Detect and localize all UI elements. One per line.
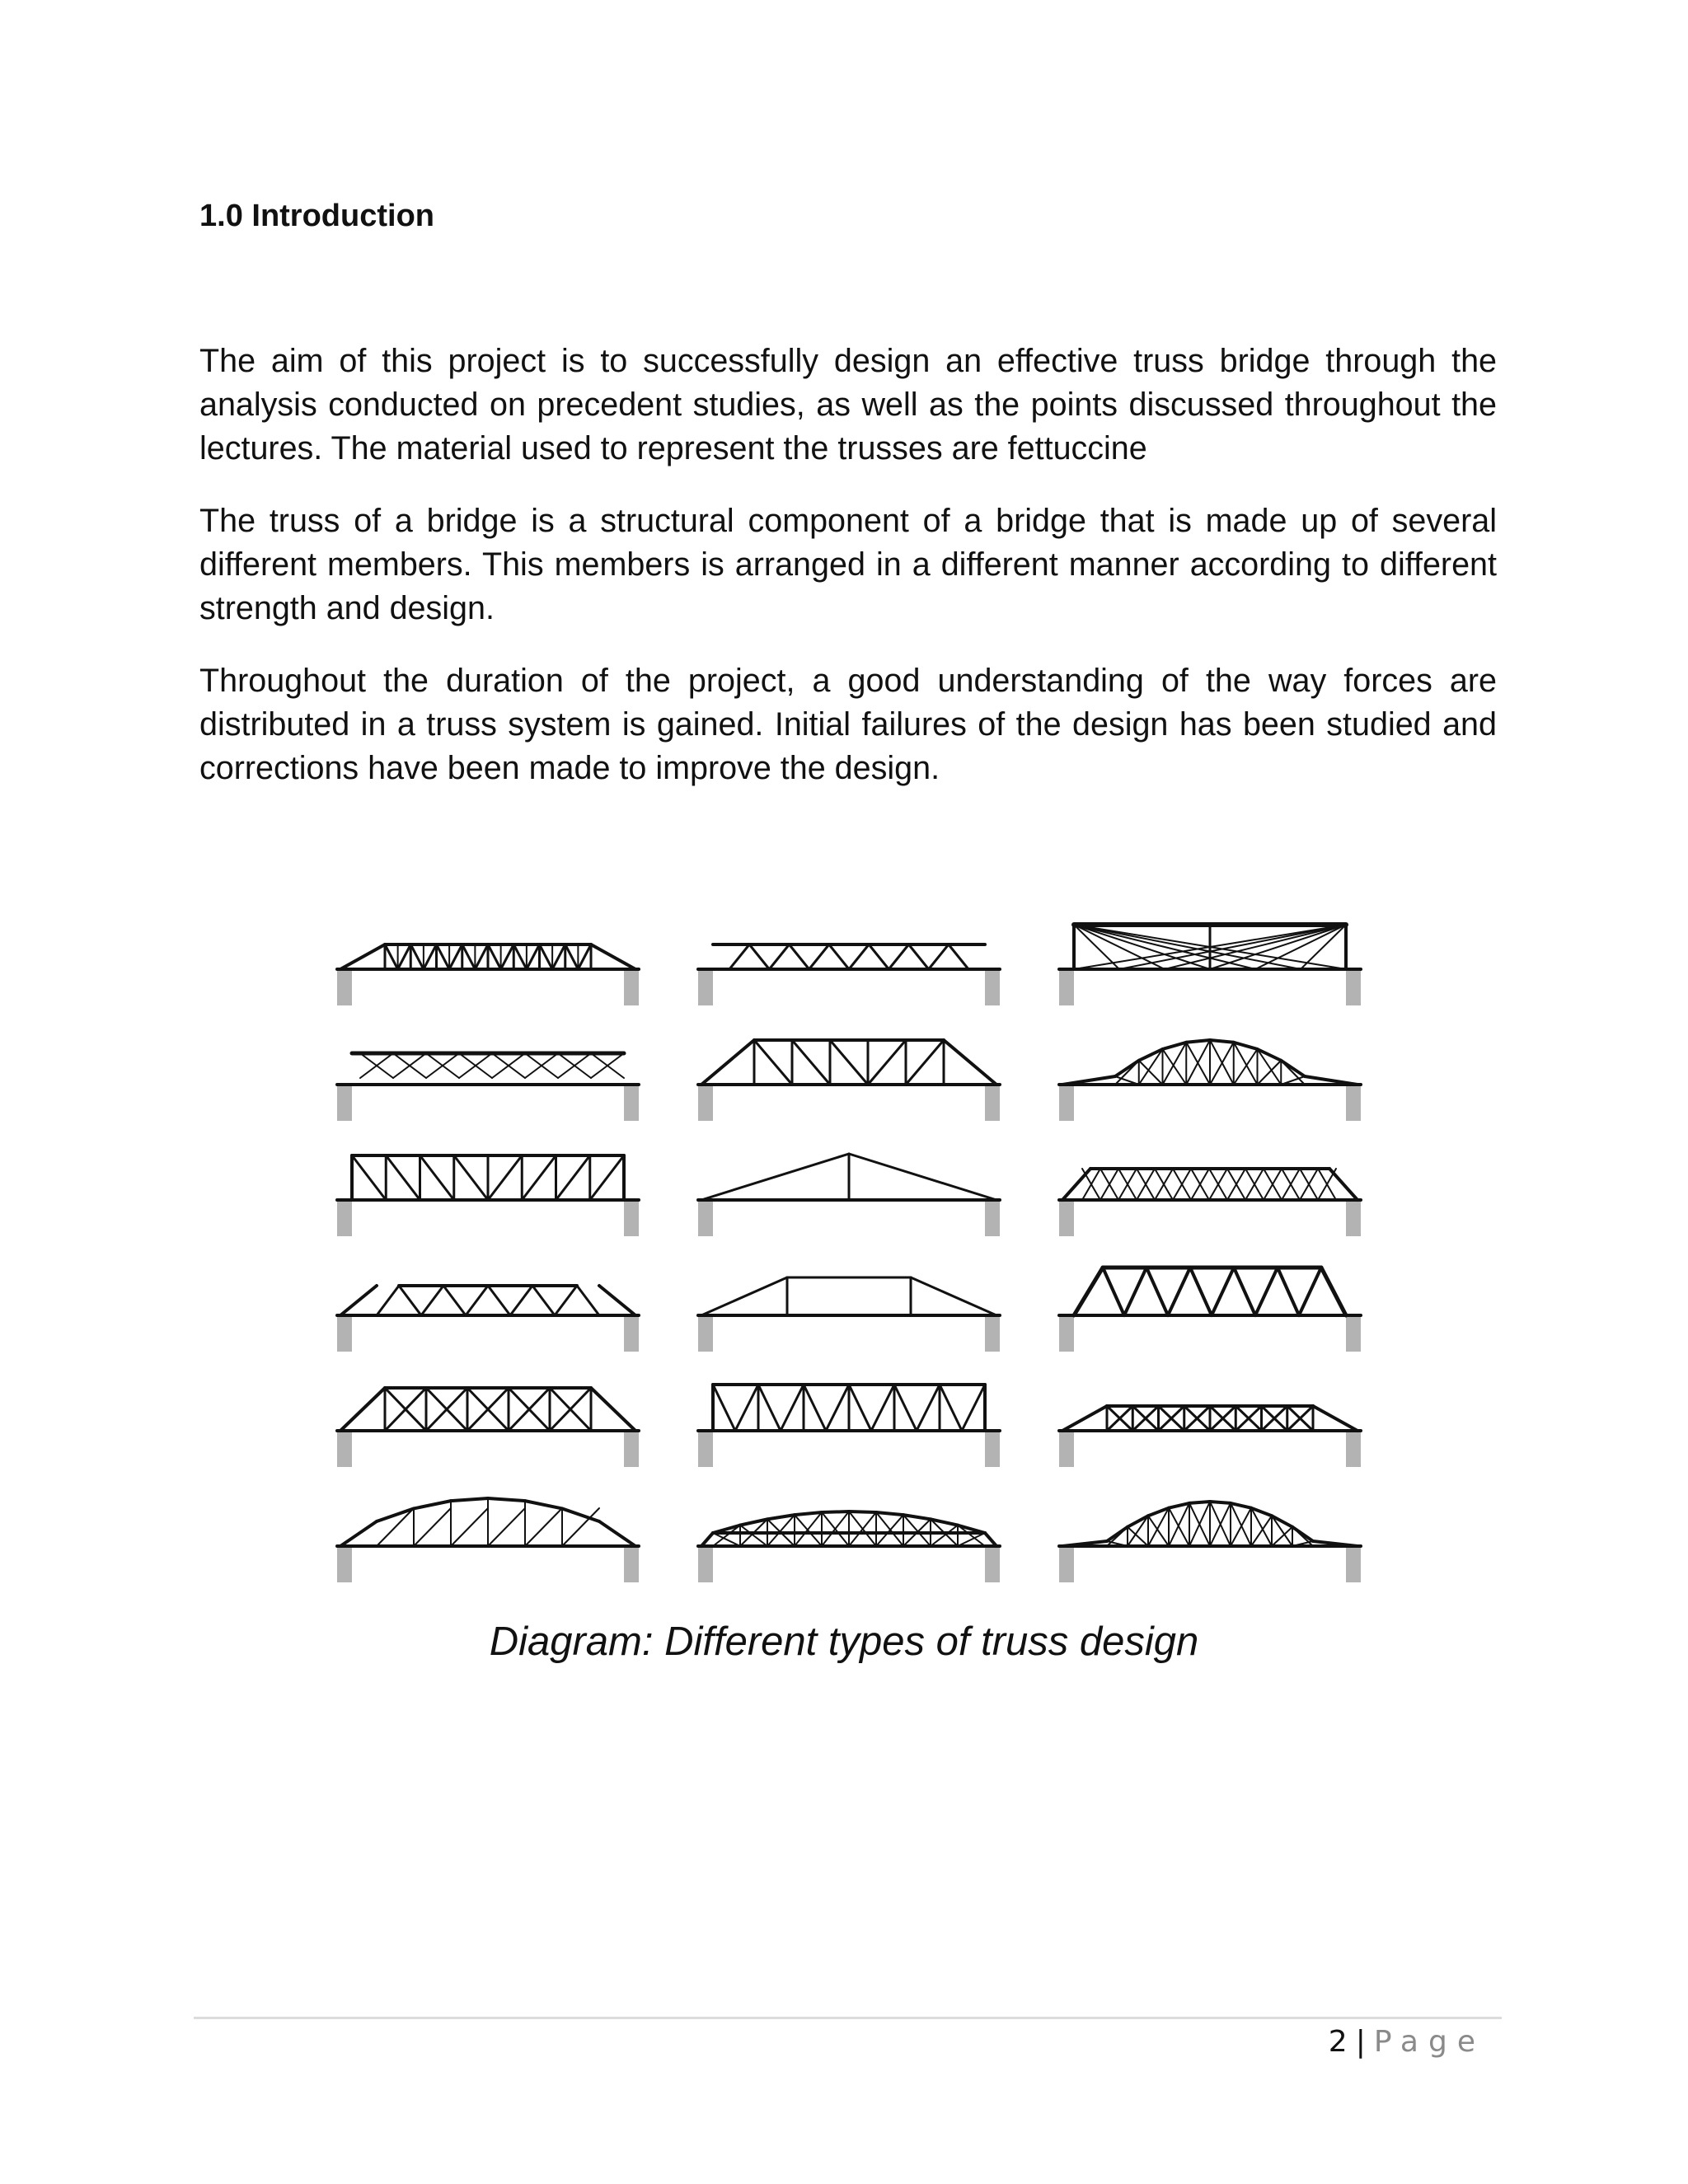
truss-sketch-r3-c3 xyxy=(1059,1169,1361,1236)
truss-sketch-r4-c2 xyxy=(698,1277,1000,1352)
figure-caption: Diagram: Different types of truss design xyxy=(489,1619,1199,1664)
page-footer xyxy=(1329,2022,1485,2063)
truss-types-diagram xyxy=(326,907,1372,1591)
truss-sketch-r5-c2 xyxy=(698,1385,1000,1467)
truss-sketch-r3-c2 xyxy=(698,1154,1000,1236)
page-label: Page xyxy=(1373,2025,1485,2059)
intro-paragraph-2: The truss of a bridge is a structural component of a bridge that is made up of several different members. This members is arranged in a different manner according to different strength and design. xyxy=(199,503,1497,626)
truss-sketch-r1-c3 xyxy=(1059,925,1361,1005)
truss-sketch-r3-c1 xyxy=(337,1155,639,1236)
truss-sketch-r6-c1 xyxy=(337,1498,639,1582)
page-number: 2 xyxy=(1328,2025,1348,2059)
truss-sketch-r4-c1 xyxy=(337,1286,639,1352)
truss-sketch-r1-c2 xyxy=(698,944,1000,1005)
footer-separator: | xyxy=(1355,2025,1366,2059)
section-heading: 1.0 Introduction xyxy=(199,199,434,233)
truss-sketch-r6-c3 xyxy=(1059,1502,1361,1582)
truss-sketch-r2-c2 xyxy=(698,1040,1000,1121)
truss-sketch-r5-c3 xyxy=(1059,1406,1361,1467)
truss-sketch-r4-c3 xyxy=(1059,1268,1361,1352)
truss-sketch-r5-c1 xyxy=(337,1388,639,1467)
intro-paragraph-3: Throughout the duration of the project, a good understanding of the way forces are distributed in a truss system is gained. Initial failures of the design has been studied and corrections have been made to improve the design. xyxy=(199,663,1497,786)
truss-sketch-r1-c1 xyxy=(337,944,639,1005)
intro-paragraph-1: The aim of this project is to successfully design an effective truss bridge through the analysis conducted on precedent studies, as well as the points discussed throughout the lectures. The material used to represent the trusses are fettuccine xyxy=(199,343,1497,466)
truss-sketch-r2-c3 xyxy=(1059,1040,1361,1121)
truss-sketch-r2-c1 xyxy=(337,1053,639,1121)
truss-diagram-svg xyxy=(326,907,1372,1591)
footer-rule xyxy=(194,2017,1502,2019)
truss-sketch-r6-c2 xyxy=(698,1511,1000,1582)
